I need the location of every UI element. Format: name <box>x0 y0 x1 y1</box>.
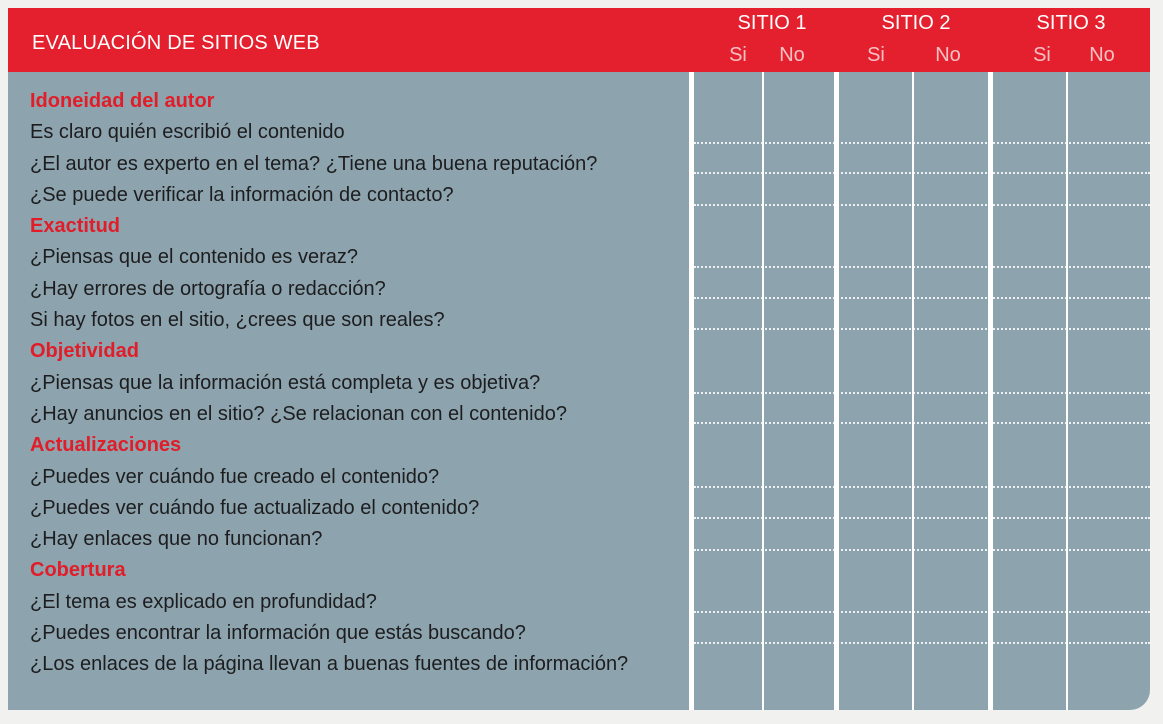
section-heading: Exactitud <box>30 215 121 238</box>
criterion-row: ¿Piensas que la información está completa y es objetiva? <box>30 371 541 394</box>
criterion-row: ¿Hay errores de ortografía o redacción? <box>30 277 386 300</box>
column-divider <box>834 72 839 710</box>
section-heading: Objetividad <box>30 340 139 363</box>
criterion-row: ¿Puedes encontrar la información que estás buscando? <box>30 622 526 645</box>
criterion-row: Es claro quién escribió el contenido <box>30 121 345 144</box>
table-header <box>8 8 1150 72</box>
criteria-list <box>30 86 628 681</box>
column-divider <box>1066 72 1068 710</box>
table-title: EVALUACIÓN DE SITIOS WEB <box>32 32 320 54</box>
criterion-row: ¿El autor es experto en el tema? ¿Tiene una buena reputación? <box>30 152 598 175</box>
criterion-row: ¿Hay enlaces que no funcionan? <box>30 528 323 551</box>
evaluation-card <box>8 8 1150 710</box>
site-3-no-label: No <box>1089 44 1115 66</box>
column-divider <box>689 72 694 710</box>
site-3-yes-label: Si <box>1033 44 1051 66</box>
site-3-label: SITIO 3 <box>1036 12 1106 34</box>
site-1-yes-label: Si <box>729 44 747 66</box>
site-1-label: SITIO 1 <box>737 12 807 34</box>
column-divider <box>762 72 764 710</box>
section-heading: Actualizaciones <box>30 434 182 457</box>
section-heading: Idoneidad del autor <box>30 90 215 112</box>
criterion-row: ¿Puedes ver cuándo fue creado el contenido? <box>30 465 440 488</box>
site-2-yes-label: Si <box>867 44 885 66</box>
criterion-row: ¿El tema es explicado en profundidad? <box>30 590 377 613</box>
criterion-row: ¿Hay anuncios en el sitio? ¿Se relacionan con el contenido? <box>30 402 567 425</box>
site-2-no-label: No <box>935 44 961 66</box>
criterion-row: ¿Se puede verificar la información de contacto? <box>30 183 454 206</box>
criterion-row: ¿Los enlaces de la página llevan a buenas fuentes de información? <box>30 653 629 676</box>
site-2-label: SITIO 2 <box>881 12 951 34</box>
criterion-row: Si hay fotos en el sitio, ¿crees que son reales? <box>30 309 445 332</box>
criterion-row: ¿Piensas que el contenido es veraz? <box>30 246 358 269</box>
site-1-no-label: No <box>779 44 805 66</box>
column-divider <box>912 72 914 710</box>
section-heading: Cobertura <box>30 559 126 582</box>
column-divider <box>988 72 993 710</box>
criterion-row: ¿Puedes ver cuándo fue actualizado el contenido? <box>30 496 480 519</box>
